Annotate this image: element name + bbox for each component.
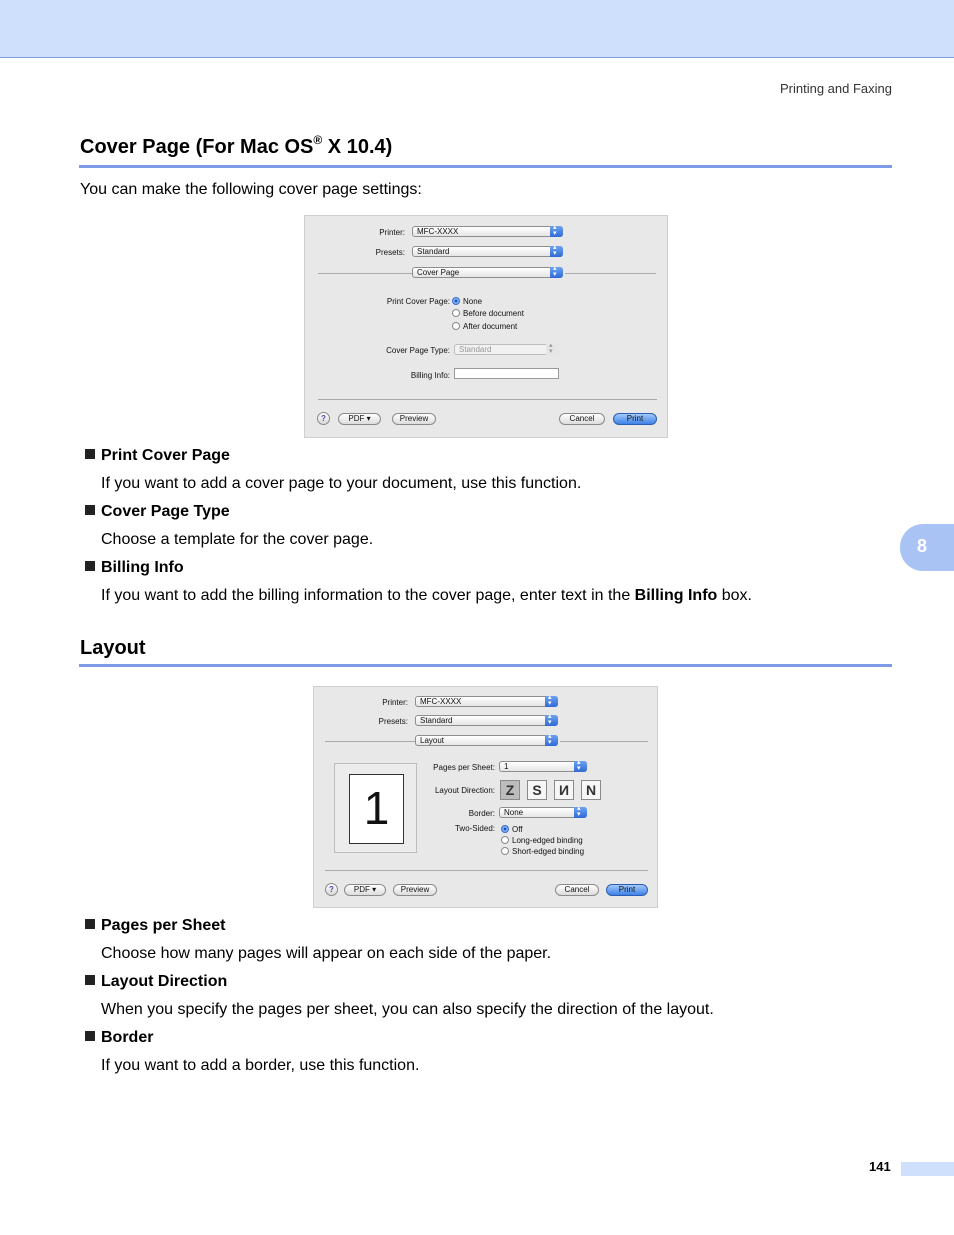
bullet-heading	[85, 447, 230, 465]
radio-label: Before document	[463, 309, 524, 318]
preview-button[interactable]: Preview	[392, 413, 436, 425]
radio-label: After document	[463, 322, 518, 331]
popup-arrows-icon	[545, 696, 558, 707]
bullet-heading-text: Pages per Sheet	[101, 917, 226, 934]
bullet-heading	[85, 503, 230, 521]
registered-mark: ®	[313, 133, 323, 147]
printer-value: MFC-XXXX	[417, 227, 459, 236]
bullet-heading-text: Print Cover Page	[101, 447, 230, 464]
popup-arrows-icon	[574, 761, 587, 772]
bullet-heading-text: Border	[101, 1029, 154, 1046]
radio-short-edged[interactable]	[501, 847, 584, 856]
radio-icon	[501, 847, 509, 855]
two-sided-label: Two-Sided:	[454, 824, 495, 833]
title-part: X 10.4)	[322, 136, 393, 158]
printer-popup[interactable]	[415, 696, 558, 707]
bullet-text: If you want to add a cover page to your document, use this function.	[101, 475, 582, 492]
popup-arrows-icon	[546, 344, 559, 355]
presets-popup[interactable]	[415, 715, 558, 726]
direction-s-icon[interactable]: S	[527, 780, 547, 800]
bullet-text: When you specify the pages per sheet, you can also specify the direction of the layout.	[101, 1001, 714, 1018]
text-bold-part: Billing Info	[634, 587, 718, 604]
presets-label: Presets:	[375, 248, 405, 257]
help-icon[interactable]: ?	[317, 412, 330, 425]
direction-n-icon[interactable]: N	[581, 780, 601, 800]
popup-arrows-icon	[550, 246, 563, 257]
bullet-square-icon	[85, 561, 95, 571]
popup-arrows-icon	[545, 715, 558, 726]
popup-arrows-icon	[550, 226, 563, 237]
printer-label: Printer:	[382, 698, 408, 707]
print-button[interactable]: Print	[606, 884, 648, 896]
bullet-text: If you want to add a border, use this function.	[101, 1057, 420, 1074]
radio-long-edged[interactable]	[501, 836, 583, 845]
bullet-text: Choose how many pages will appear on each side of the paper.	[101, 945, 552, 962]
bullet-square-icon	[85, 919, 95, 929]
preview-button[interactable]: Preview	[393, 884, 437, 896]
bullet-square-icon	[85, 505, 95, 515]
pdf-button[interactable]: PDF ▾	[338, 413, 381, 425]
divider	[318, 399, 657, 400]
radio-label: Off	[512, 825, 523, 834]
bullet-heading-text: Billing Info	[101, 559, 184, 576]
page-number-bar	[901, 1162, 954, 1176]
chapter-tab	[900, 524, 954, 571]
radio-off[interactable]	[501, 825, 523, 834]
border-label: Border:	[468, 809, 495, 818]
border-value: None	[504, 808, 524, 817]
direction-z-icon[interactable]: Z	[500, 780, 520, 800]
billing-info-field[interactable]	[454, 368, 559, 379]
pdf-button[interactable]: PDF ▾	[344, 884, 386, 896]
bullet-heading	[85, 917, 226, 935]
billing-info-label: Billing Info:	[410, 371, 450, 380]
bullet-heading	[85, 559, 184, 577]
panel-value: Layout	[420, 736, 445, 745]
divider	[325, 870, 648, 871]
text-part: box.	[717, 587, 752, 604]
running-head: Printing and Faxing	[779, 81, 892, 96]
printer-label: Printer:	[379, 228, 405, 237]
printer-value: MFC-XXXX	[420, 697, 462, 706]
pages-per-sheet-value: 1	[504, 762, 509, 771]
layout-preview	[334, 763, 417, 853]
radio-label: Long-edged binding	[512, 836, 583, 845]
radio-icon	[452, 322, 460, 330]
title-part: Cover Page (For Mac OS	[80, 136, 314, 158]
presets-popup[interactable]	[412, 246, 563, 257]
section-rule	[79, 664, 892, 667]
bullet-text	[101, 587, 752, 605]
cancel-button[interactable]: Cancel	[555, 884, 599, 896]
radio-selected-icon	[501, 825, 509, 833]
printer-popup[interactable]	[412, 226, 563, 237]
pages-per-sheet-popup[interactable]	[499, 761, 587, 772]
page-number: 141	[869, 1159, 891, 1174]
layout-direction-label: Layout Direction:	[434, 786, 495, 795]
cover-page-dialog-screenshot	[304, 215, 668, 438]
divider	[565, 273, 656, 274]
section-title-layout: Layout	[80, 637, 146, 659]
radio-selected-icon	[452, 297, 460, 305]
radio-before-document[interactable]	[452, 309, 524, 318]
direction-reverse-n-icon[interactable]: И	[554, 780, 574, 800]
top-header-band	[0, 0, 954, 58]
bullet-text: Choose a template for the cover page.	[101, 531, 374, 548]
radio-icon	[452, 309, 460, 317]
cover-type-label: Cover Page Type:	[386, 346, 450, 355]
panel-value: Cover Page	[417, 268, 460, 277]
bullet-square-icon	[85, 449, 95, 459]
print-cover-label: Print Cover Page:	[386, 297, 450, 306]
section-title-cover-page	[80, 133, 393, 159]
intro-text: You can make the following cover page settings:	[80, 181, 422, 198]
radio-icon	[501, 836, 509, 844]
print-button[interactable]: Print	[613, 413, 657, 425]
bullet-heading-text: Layout Direction	[101, 973, 228, 990]
panel-popup[interactable]	[412, 267, 563, 278]
text-part: If you want to add the billing information to the cover page, enter text in the	[101, 587, 635, 604]
pages-per-sheet-label: Pages per Sheet:	[433, 763, 495, 772]
divider	[560, 741, 648, 742]
border-popup[interactable]	[499, 807, 587, 818]
panel-popup[interactable]	[415, 735, 558, 746]
cancel-button[interactable]: Cancel	[559, 413, 605, 425]
preview-page: 1	[349, 774, 404, 844]
popup-arrows-icon	[545, 735, 558, 746]
presets-value: Standard	[417, 247, 450, 256]
chapter-number: 8	[917, 536, 928, 556]
bullet-heading	[85, 973, 227, 991]
presets-label: Presets:	[378, 717, 408, 726]
popup-arrows-icon	[574, 807, 587, 818]
bullet-square-icon	[85, 975, 95, 985]
cover-type-value: Standard	[459, 345, 492, 354]
layout-dialog-screenshot	[313, 686, 658, 908]
popup-arrows-icon	[550, 267, 563, 278]
bullet-square-icon	[85, 1031, 95, 1041]
bullet-heading	[85, 1029, 153, 1047]
divider	[318, 273, 412, 274]
help-icon[interactable]: ?	[325, 883, 338, 896]
divider	[325, 741, 415, 742]
cover-type-popup[interactable]	[454, 344, 559, 355]
bullet-heading-text: Cover Page Type	[101, 503, 230, 520]
section-rule	[79, 165, 892, 168]
radio-after-document[interactable]	[452, 322, 517, 331]
radio-none[interactable]	[452, 297, 482, 306]
radio-label: None	[463, 297, 483, 306]
radio-label: Short-edged binding	[512, 847, 585, 856]
presets-value: Standard	[420, 716, 453, 725]
